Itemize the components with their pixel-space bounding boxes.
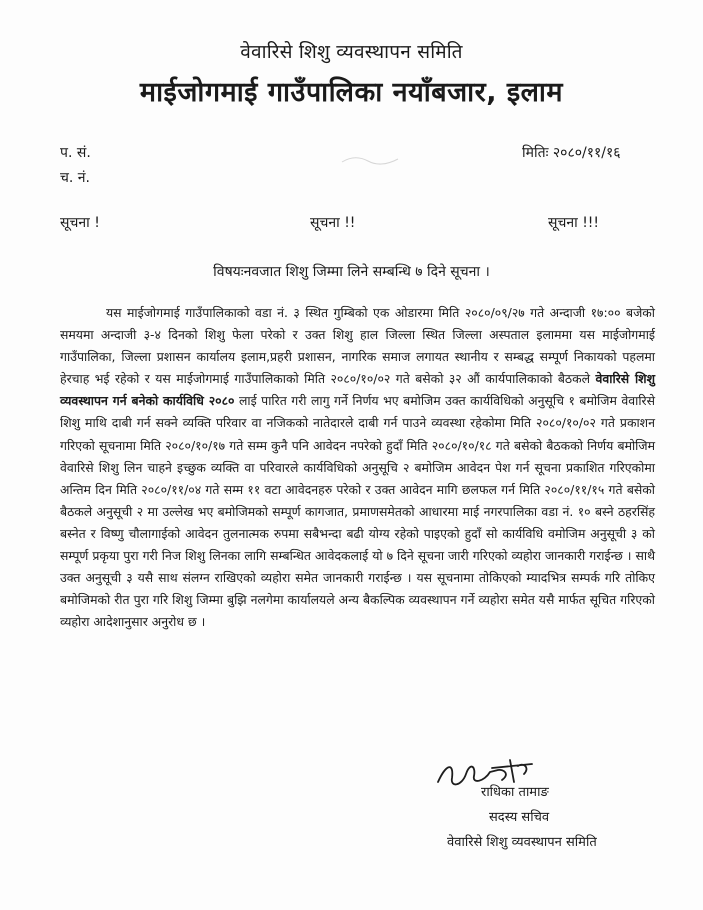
ink-smudge <box>340 150 400 170</box>
municipality-title: माईजोगमाई गाउँपालिका नयाँबजार, इलाम <box>139 77 564 108</box>
body-part-1: यस माईजोगमाई गाउँपालिकाको वडा नं. ३ स्थित गुम्बिको एक ओडारमा मिति २०८०/०९/२७ गते अन्दाजी १७:०० बजेको समयमा अन्दाजी ३-४ दिनको शिशु फेला परेको र उक्त शिशु हाल जिल्ला स्थित जिल्ला अस्पताल इलाममा यस माईजोगमाई गाउँपालिका, जिल्ला प्रशासन कार्यालय इलाम,प्रहरी प्रशासन, नागरिक समाज लगायत स्थानीय र सम्बद्ध सम्पूर्ण निकायको पहलमा हेरचाह भई रहेको र यस माईजोगमाई गाउँपालिकाको मिति २०८०/१०/०२ गते बसेको ३२ औं कार्यपालिकाको बैठकले <box>60 305 655 387</box>
body-bold-phrase: वेवारिसे शिशु व्यवस्थापन गर्न बनेको कार्यविधि २०८० <box>60 371 655 409</box>
body-part-2: लाई पारित गरी लागु गर्ने निर्णय भए बमोजिम उक्त कार्यविधिको अनुसूचि १ बमोजिम वेवारिसे शिशु माथि दाबी गर्न सक्ने व्यक्ति परिवार वा नजिकको नातेदारले दाबी गर्न पाउने व्यवस्था रहेकोमा मिति २०८०/१०/०२ गते प्रकाशन गरिएको सूचनामा मिति २०८०/१०/१७ गते सम्म कुनै पनि आवेदन नपरेको हुदाँ मिति २०८०/१०/१८ गते बसेको बैठकको निर्णय बमोजिम वेवारिसे शिशु लिन चाहने इच्छुक व्यक्ति वा परिवारले कार्यविधिको अनुसूचि २ बमोजिम आवेदन पेश गर्न सूचना प्रकाशित गरिएकोमा अन्तिम दिन मिति २०८०/११/०४ गते सम्म ११ वटा आवेदनहरु परेको र उक्त आवेदन मागि छलफल गर्न मिति २०८०/११/१५ गते बसेको बैठकले अनुसूची २ मा उल्लेख भए बमोजिमको सम्पूर्ण कागजात, प्रमाणसमेतको आधारमा माई नगरपालिका वडा नं. १० बस्ने ठहरसिंह बस्नेत र विष्णु चौलागाईको आवेदन तुलनात्मक रुपमा सबैभन्दा बढी योग्य रहेको पाइएको हुदाँ सो कार्यविधि वमोजिम अनुसूची ३ को सम्पूर्ण प्रकृया पुरा गरी निज शिशु लिनका लागि सम्बन्धित आवेदकलाई यो ७ दिने सूचना जारी गरिएको व्यहोरा जानकारी गराईन्छ । साथै उक्त अनुसूची ३ यसै साथ संलग्न राखिएको व्यहोरा समेत जानकारी गराईन्छ । यस सूचनामा तोकिएको म्यादभित्र सम्पर्क गरि तोकिए बमोजिमको रीत पुरा गरि शिशु जिम्मा बुझि नलगेमा कार्यालयले अन्य बैकल्पिक व्यवस्थापन गर्ने व्यहोरा समेत यसै मार्फत सूचित गरिएको व्यहोरा आदेशानुसार अनुरोध छ । <box>60 393 655 630</box>
notice-label-1: सूचना ! <box>60 215 100 231</box>
signatory-name: राधिका तामाङ <box>481 785 549 800</box>
notice-body <box>60 302 655 633</box>
reference-number-label: प. सं. <box>60 145 91 161</box>
notice-label-3: सूचना !!! <box>548 215 600 231</box>
notice-subject: विषयःनवजात शिशु जिम्मा लिने सम्बन्धि ७ दिने सूचना । <box>213 264 490 280</box>
signatory-designation: सदस्य सचिव <box>489 810 550 825</box>
committee-name: वेवारिसे शिशु व्यवस्थापन समिति <box>240 41 463 63</box>
notice-label-2: सूचना !! <box>310 215 356 231</box>
issue-date: मितिः २०८०/११/१६ <box>522 145 621 161</box>
dispatch-number-label: च. नं. <box>60 170 91 186</box>
signatory-committee: वेवारिसे शिशु व्यवस्थापन समिति <box>447 835 597 850</box>
